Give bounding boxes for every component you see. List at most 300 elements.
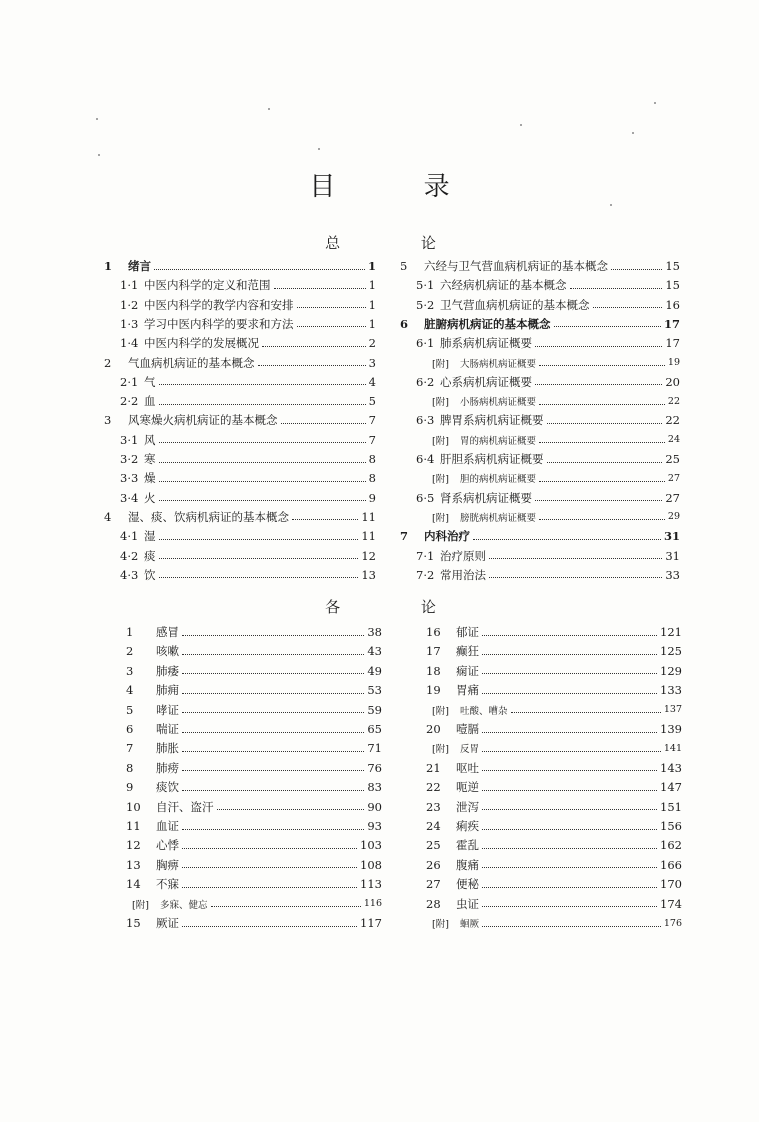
dot-leader xyxy=(482,732,657,733)
toc-entry[interactable] xyxy=(426,799,682,815)
toc-entry-title: 学习中医内科学的要求和方法 xyxy=(144,316,294,331)
toc-entry[interactable] xyxy=(416,335,680,351)
toc-entry[interactable] xyxy=(416,490,680,506)
dot-leader xyxy=(211,906,361,907)
toc-entry-page: 20 xyxy=(665,374,680,389)
dot-leader xyxy=(182,693,364,694)
toc-entry[interactable] xyxy=(126,876,382,892)
toc-entry[interactable] xyxy=(432,355,680,371)
toc-entry[interactable] xyxy=(126,818,382,834)
scan-speckle xyxy=(98,154,100,156)
toc-entry[interactable] xyxy=(120,335,376,351)
toc-entry-page: 151 xyxy=(660,799,682,814)
dot-leader xyxy=(547,423,663,424)
toc-entry-page: 133 xyxy=(660,683,682,698)
dot-leader xyxy=(482,926,661,927)
toc-entry-title: 郁证 xyxy=(456,625,479,639)
toc-entry-number: 3·3 xyxy=(120,471,139,486)
toc-entry[interactable] xyxy=(432,432,680,448)
toc-entry-title: 肺痿 xyxy=(156,663,179,678)
toc-entry-title: 胆的病机病证概要 xyxy=(460,474,537,486)
dot-leader xyxy=(159,558,359,559)
toc-entry-title: 噎膈 xyxy=(456,722,479,736)
toc-entry-page: 31 xyxy=(665,548,680,563)
dot-leader xyxy=(482,673,657,674)
toc-entry-title: 虫证 xyxy=(456,896,479,911)
toc-entry-page: 1 xyxy=(368,297,376,312)
toc-entry[interactable] xyxy=(126,740,382,756)
toc-entry-title: 燥 xyxy=(144,471,156,486)
toc-entry-number: 28 xyxy=(426,896,441,911)
toc-entry-page: 33 xyxy=(665,567,680,582)
toc-entry[interactable] xyxy=(104,258,376,274)
toc-entry[interactable] xyxy=(432,740,682,756)
dot-leader xyxy=(482,654,657,655)
toc-entry[interactable] xyxy=(426,896,682,912)
toc-entry-page: 31 xyxy=(663,529,680,544)
toc-entry-page: 166 xyxy=(660,857,682,872)
toc-entry-title: 不寐 xyxy=(156,877,179,892)
dot-leader xyxy=(297,307,366,308)
dot-leader xyxy=(262,346,366,347)
toc-entry-number: 2 xyxy=(126,644,134,659)
toc-entry-number: 9 xyxy=(126,780,134,795)
toc-entry-page: 7 xyxy=(368,413,376,428)
toc-entry-title: 胃痛 xyxy=(456,683,479,698)
toc-entry-number: [附] xyxy=(432,435,449,447)
toc-entry-title: 肝胆系病机病证概要 xyxy=(440,452,544,466)
toc-entry-page: 137 xyxy=(663,704,682,716)
toc-entry-number: 24 xyxy=(426,819,441,833)
toc-entry[interactable] xyxy=(126,799,382,815)
toc-entry-number: 4·3 xyxy=(120,567,139,582)
toc-entry-number: 1·4 xyxy=(120,336,139,351)
toc-entry-page: 76 xyxy=(367,760,382,775)
toc-entry[interactable] xyxy=(126,915,382,931)
toc-entry[interactable] xyxy=(126,721,382,737)
toc-entry-title: 脏腑病机病证的基本概念 xyxy=(424,316,551,331)
toc-entry[interactable] xyxy=(426,643,682,659)
toc-entry[interactable] xyxy=(126,779,382,795)
toc-entry-title: 饮 xyxy=(144,567,156,582)
toc-entry-number: 3 xyxy=(104,413,112,428)
toc-entry[interactable] xyxy=(426,818,682,834)
dot-leader xyxy=(159,577,359,578)
toc-entry-title: 湿 xyxy=(144,529,156,544)
dot-leader xyxy=(182,926,357,927)
scan-speckle xyxy=(632,132,634,134)
toc-entry-number: 18 xyxy=(426,663,441,678)
toc-entry-title: 肺胀 xyxy=(156,741,179,756)
toc-entry-page: 19 xyxy=(667,357,680,368)
toc-entry-title: 血 xyxy=(144,394,156,409)
toc-entry[interactable] xyxy=(120,490,376,506)
toc-entry-number: 3 xyxy=(126,663,134,678)
toc-entry[interactable] xyxy=(400,258,680,274)
dot-leader xyxy=(482,809,657,810)
dot-leader xyxy=(539,442,665,443)
dot-leader xyxy=(482,906,657,907)
toc-entry-title: 胸痹 xyxy=(156,857,179,872)
dot-leader xyxy=(482,790,657,791)
toc-entry-title: 六经与卫气营血病机病证的基本概念 xyxy=(424,259,608,273)
toc-entry[interactable] xyxy=(104,509,376,525)
toc-entry-title: 心悸 xyxy=(156,838,179,853)
toc-entry-number: 6·1 xyxy=(416,336,435,351)
toc-entry[interactable] xyxy=(126,857,382,873)
toc-entry-number: 4 xyxy=(126,683,134,698)
toc-entry-number: 1·2 xyxy=(120,297,139,312)
toc-entry-page: 12 xyxy=(361,548,376,563)
toc-entry-number: [附] xyxy=(432,474,449,486)
toc-entry[interactable] xyxy=(426,760,682,776)
scan-speckle xyxy=(96,118,98,120)
toc-entry-page: 7 xyxy=(368,432,376,447)
scan-speckle xyxy=(318,148,320,150)
toc-entry-number: 7 xyxy=(400,529,409,544)
dot-leader xyxy=(182,654,364,655)
toc-entry-page: 15 xyxy=(665,278,680,293)
dot-leader xyxy=(182,635,364,636)
toc-entry-page: 3 xyxy=(368,355,376,370)
toc-entry-title: 常用治法 xyxy=(440,567,486,582)
dot-leader xyxy=(159,442,366,443)
toc-entry-page: 17 xyxy=(665,336,680,351)
section-heading-specific: 各 论 xyxy=(325,598,474,616)
toc-entry-title: 血证 xyxy=(156,819,179,833)
toc-entry[interactable] xyxy=(400,528,680,544)
dot-leader xyxy=(511,712,661,713)
toc-entry-number: 5 xyxy=(126,702,134,717)
toc-entry[interactable] xyxy=(120,277,376,293)
toc-entry[interactable] xyxy=(120,316,376,332)
toc-entry-page: 2 xyxy=(368,336,376,351)
toc-entry[interactable] xyxy=(126,663,382,679)
toc-entry-title: 中医内科学的教学内容和安排 xyxy=(144,297,294,312)
toc-entry-page: 117 xyxy=(360,916,382,930)
toc-entry[interactable] xyxy=(416,374,680,390)
toc-entry-number: 19 xyxy=(426,683,441,698)
toc-entry-number: 2·1 xyxy=(120,374,139,389)
toc-entry-title: 湿、痰、饮病机病证的基本概念 xyxy=(128,509,289,524)
toc-entry-title: 哮证 xyxy=(156,702,179,717)
toc-entry-page: 27 xyxy=(665,490,680,505)
toc-entry-number: 7·1 xyxy=(416,548,435,563)
toc-entry-title: 脾胃系病机病证概要 xyxy=(440,413,544,428)
toc-entry-page: 22 xyxy=(665,413,680,428)
toc-entry-number: 6·3 xyxy=(416,413,435,428)
toc-entry-page: 4 xyxy=(368,374,376,389)
scan-speckle xyxy=(610,204,612,206)
toc-entry[interactable] xyxy=(426,682,682,698)
dot-leader xyxy=(535,384,662,385)
toc-entry[interactable] xyxy=(432,509,680,525)
toc-entry-page: 11 xyxy=(361,529,376,544)
toc-entry-page: 11 xyxy=(361,509,376,524)
dot-leader xyxy=(281,423,366,424)
toc-title: 目 录 xyxy=(309,172,490,202)
toc-entry-title: 风 xyxy=(144,432,156,447)
toc-entry-number: [附] xyxy=(432,512,449,524)
toc-entry-title: 火 xyxy=(144,490,156,505)
toc-entry[interactable] xyxy=(416,548,680,564)
toc-entry-number: 1 xyxy=(104,259,113,273)
toc-entry[interactable] xyxy=(104,355,376,371)
toc-entry-number: 7·2 xyxy=(416,567,435,582)
toc-entry-page: 93 xyxy=(367,819,382,833)
toc-entry[interactable] xyxy=(120,432,376,448)
toc-entry-title: 大肠病机病证概要 xyxy=(460,358,537,370)
dot-leader xyxy=(539,519,665,520)
toc-entry-title: 反胃 xyxy=(460,744,480,756)
toc-entry-page: 108 xyxy=(360,857,382,872)
toc-entry[interactable] xyxy=(432,393,680,409)
toc-entry-title: 卫气营血病机病证的基本概念 xyxy=(440,297,590,312)
dot-leader xyxy=(539,365,665,366)
toc-entry-number: 22 xyxy=(426,780,441,795)
toc-entry-title: 气 xyxy=(144,374,156,389)
toc-entry-number: 6·5 xyxy=(416,490,435,505)
toc-entry-page: 113 xyxy=(360,877,382,892)
toc-entry[interactable] xyxy=(416,451,680,467)
dot-leader xyxy=(535,500,662,501)
toc-entry[interactable] xyxy=(426,837,682,853)
toc-entry[interactable] xyxy=(426,857,682,873)
toc-entry-page: 143 xyxy=(660,760,682,775)
dot-leader xyxy=(182,770,364,771)
toc-entry-number: 10 xyxy=(126,799,141,814)
toc-entry-number: [附] xyxy=(432,744,449,756)
toc-entry-number: [附] xyxy=(432,358,449,370)
dot-leader xyxy=(611,269,662,270)
toc-entry-title: 肺痨 xyxy=(156,760,179,775)
toc-entry-page: 8 xyxy=(368,452,376,466)
toc-entry-page: 162 xyxy=(660,838,682,853)
toc-entry-title: 六经病机病证的基本概念 xyxy=(440,278,567,293)
toc-entry[interactable] xyxy=(426,663,682,679)
toc-entry-number: 3·4 xyxy=(120,490,139,505)
toc-entry-page: 156 xyxy=(660,819,682,833)
dot-leader xyxy=(182,790,364,791)
toc-entry-page: 176 xyxy=(663,917,682,929)
dot-leader xyxy=(554,326,661,327)
dot-leader xyxy=(154,269,365,270)
toc-entry-title: 小肠病机病证概要 xyxy=(460,397,537,409)
toc-entry[interactable] xyxy=(432,702,682,718)
toc-entry-title: 痰 xyxy=(144,548,156,563)
dot-leader xyxy=(570,288,663,289)
toc-entry-page: 125 xyxy=(660,644,682,659)
toc-entry-title: 胃的病机病证概要 xyxy=(460,435,537,447)
toc-entry-title: 咳嗽 xyxy=(156,644,179,659)
dot-leader xyxy=(182,887,357,888)
toc-entry[interactable] xyxy=(120,297,376,313)
dot-leader xyxy=(482,693,657,694)
toc-entry-title: 治疗原则 xyxy=(440,548,486,563)
toc-entry[interactable] xyxy=(126,760,382,776)
dot-leader xyxy=(535,346,662,347)
dot-leader xyxy=(182,867,357,868)
toc-entry[interactable] xyxy=(416,277,680,293)
toc-entry[interactable] xyxy=(120,451,376,467)
dot-leader xyxy=(489,577,662,578)
toc-entry-title: 心系病机病证概要 xyxy=(440,374,532,389)
toc-entry-number: 7 xyxy=(126,741,134,756)
dot-leader xyxy=(489,558,662,559)
toc-entry[interactable] xyxy=(120,567,376,583)
toc-entry-page: 16 xyxy=(665,297,680,312)
toc-entry-title: 肺痈 xyxy=(156,683,179,698)
dot-leader xyxy=(539,404,665,405)
dot-leader xyxy=(473,539,661,540)
dot-leader xyxy=(159,384,366,385)
toc-entry-page: 8 xyxy=(368,471,376,486)
toc-entry-page: 25 xyxy=(665,452,680,466)
toc-entry[interactable] xyxy=(104,412,376,428)
toc-entry[interactable] xyxy=(426,721,682,737)
toc-entry-number: 5·1 xyxy=(416,278,435,293)
toc-entry-page: 116 xyxy=(363,898,382,910)
toc-entry-title: 呃逆 xyxy=(456,780,479,795)
toc-entry-number: 1·3 xyxy=(120,316,139,331)
dot-leader xyxy=(274,288,366,289)
dot-leader xyxy=(258,365,366,366)
toc-entry-page: 174 xyxy=(660,896,682,911)
toc-entry-number: 6·4 xyxy=(416,452,435,466)
dot-leader xyxy=(182,829,364,830)
toc-entry[interactable] xyxy=(120,470,376,486)
toc-entry-number: 4 xyxy=(104,509,112,524)
toc-entry[interactable] xyxy=(426,624,682,640)
toc-entry[interactable] xyxy=(120,548,376,564)
toc-entry[interactable] xyxy=(416,412,680,428)
toc-entry-title: 呕吐 xyxy=(456,760,479,775)
toc-entry-title: 肾系病机病证概要 xyxy=(440,490,532,505)
toc-entry-number: 25 xyxy=(426,838,441,853)
toc-entry-page: 9 xyxy=(368,490,376,505)
toc-entry-title: 内科治疗 xyxy=(424,529,470,544)
toc-entry-page: 170 xyxy=(660,877,682,892)
toc-entry-number: 26 xyxy=(426,857,441,872)
toc-entry[interactable] xyxy=(416,297,680,313)
dot-leader xyxy=(292,519,358,520)
toc-entry-title: 感冒 xyxy=(156,625,179,639)
toc-entry-number: 16 xyxy=(426,625,441,639)
toc-entry-number: 11 xyxy=(126,819,141,833)
dot-leader xyxy=(182,732,364,733)
toc-entry-title: 痢疾 xyxy=(456,819,479,833)
toc-entry-page: 24 xyxy=(667,434,680,446)
toc-entry-title: 厥证 xyxy=(156,916,179,930)
toc-entry[interactable] xyxy=(426,779,682,795)
dot-leader xyxy=(482,829,657,830)
toc-entry-title: 自汗、盗汗 xyxy=(156,799,214,814)
toc-entry-title: 气血病机病证的基本概念 xyxy=(128,355,255,370)
toc-entry-number: 27 xyxy=(426,877,441,892)
dot-leader xyxy=(159,462,366,463)
dot-leader xyxy=(182,751,364,752)
toc-entry-title: 多寐、健忘 xyxy=(160,899,208,911)
toc-entry-number: 12 xyxy=(126,838,141,853)
toc-entry[interactable] xyxy=(126,702,382,718)
toc-entry-number: [附] xyxy=(132,899,149,911)
toc-entry-number: [附] xyxy=(432,705,449,717)
dot-leader xyxy=(593,307,663,308)
toc-entry-number: 14 xyxy=(126,877,141,892)
toc-entry-page: 43 xyxy=(367,644,382,659)
toc-entry-page: 83 xyxy=(367,780,382,795)
scan-speckle xyxy=(654,102,656,104)
toc-entry-title: 痰饮 xyxy=(156,780,179,795)
toc-entry-page: 121 xyxy=(660,625,682,639)
toc-entry-number: 1·1 xyxy=(120,278,139,293)
toc-entry[interactable] xyxy=(120,374,376,390)
toc-entry[interactable] xyxy=(416,567,680,583)
toc-entry-number: 8 xyxy=(126,760,134,775)
dot-leader xyxy=(182,712,364,713)
toc-entry-number: 6 xyxy=(126,722,134,736)
toc-entry-title: 膀胱病机病证概要 xyxy=(460,512,537,524)
toc-entry-number: [附] xyxy=(432,397,449,409)
toc-entry[interactable] xyxy=(126,624,382,640)
toc-entry-title: 吐酸、嘈杂 xyxy=(460,705,508,717)
toc-entry[interactable] xyxy=(432,470,680,486)
toc-entry-page: 129 xyxy=(660,663,682,678)
toc-entry-number: 4·1 xyxy=(120,529,139,544)
toc-entry[interactable] xyxy=(120,393,376,409)
toc-entry-title: 泄泻 xyxy=(456,799,479,814)
toc-entry-number: 20 xyxy=(426,722,441,736)
dot-leader xyxy=(159,404,366,405)
toc-entry-title: 便秘 xyxy=(456,877,479,892)
toc-entry-page: 27 xyxy=(667,472,680,484)
toc-entry-page: 103 xyxy=(360,838,382,853)
dot-leader xyxy=(482,867,657,868)
toc-entry-title: 风寒燥火病机病证的基本概念 xyxy=(128,413,278,428)
toc-entry-number: 5·2 xyxy=(416,297,435,312)
scan-speckle xyxy=(268,108,270,110)
toc-entry-number: 2 xyxy=(104,355,112,370)
toc-entry-page: 147 xyxy=(660,780,682,795)
toc-entry[interactable] xyxy=(426,876,682,892)
dot-leader xyxy=(182,848,357,849)
toc-entry[interactable] xyxy=(126,682,382,698)
toc-entry-page: 65 xyxy=(367,722,382,736)
toc-entry-page: 49 xyxy=(367,663,382,678)
toc-entry-page: 15 xyxy=(665,259,680,273)
toc-entry-number: 3·1 xyxy=(120,432,139,447)
toc-entry-page: 139 xyxy=(660,722,682,736)
toc-entry-number: 2·2 xyxy=(120,394,139,409)
toc-entry-number: 21 xyxy=(426,760,441,775)
toc-entry[interactable] xyxy=(120,528,376,544)
toc-entry-title: 喘证 xyxy=(156,722,179,736)
dot-leader xyxy=(217,809,365,810)
scan-speckle xyxy=(520,124,522,126)
toc-entry-number: 15 xyxy=(126,916,141,930)
toc-entry[interactable] xyxy=(126,643,382,659)
toc-entry-title: 痫证 xyxy=(456,663,479,678)
toc-entry[interactable] xyxy=(432,915,682,931)
toc-entry-title: 中医内科学的定义和范围 xyxy=(144,278,271,293)
toc-entry[interactable] xyxy=(400,316,680,332)
toc-entry-page: 141 xyxy=(663,742,682,754)
toc-entry-number: 1 xyxy=(126,625,134,639)
toc-entry-number: 23 xyxy=(426,799,441,814)
toc-entry[interactable] xyxy=(132,896,382,912)
toc-entry-title: 癫狂 xyxy=(456,644,479,659)
toc-entry[interactable] xyxy=(126,837,382,853)
